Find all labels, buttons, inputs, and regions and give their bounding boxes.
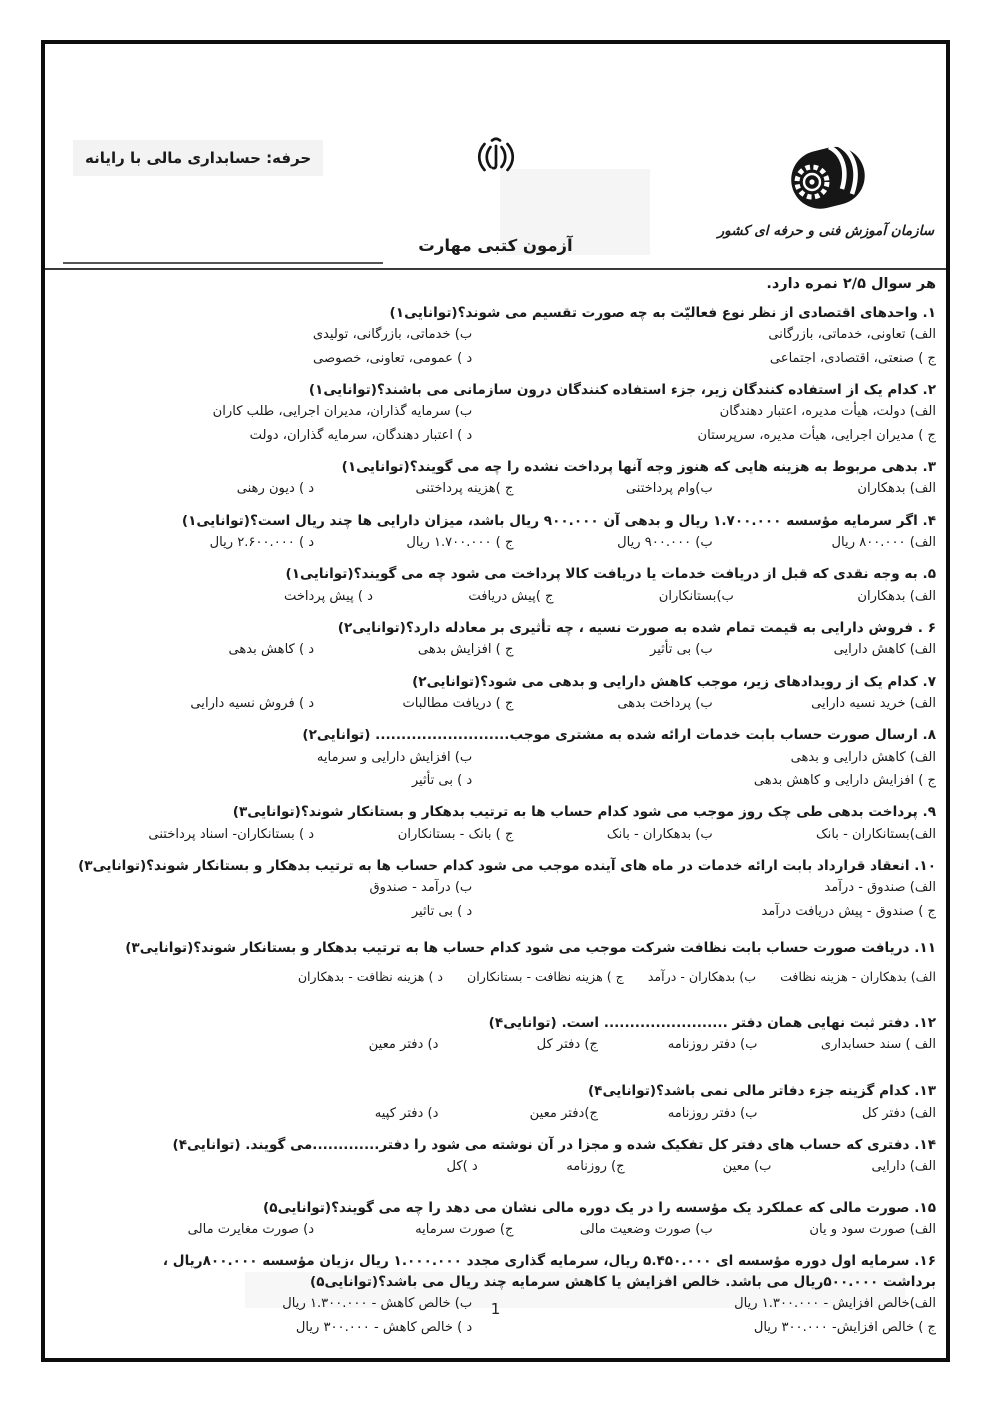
question-stem-line2: برداشت ۵۰۰.۰۰۰ریال می باشد. خالص افزایش یا کاهش سرمایه چند ریال می باشد؟(توانایی۵) (310, 1273, 936, 1290)
option-alef: الف) بدهکاران (857, 588, 936, 604)
option-dal: د ) بستانکاران- اسناد پرداختنی (148, 826, 315, 842)
option-jim: ج ) خالص افزایش- ۳۰۰.۰۰۰ ریال (753, 1319, 936, 1335)
question-stem: ۱۳. کدام گزینه جزء دفاتر مالی نمی باشد؟(توانایی۴) (587, 1083, 936, 1100)
option-dal: د ) خالص کاهش - ۳۰۰.۰۰۰ ریال (295, 1319, 473, 1335)
organization-logo-block (719, 140, 934, 239)
option-be: ب) درآمد - صندوق (369, 880, 473, 896)
option-dal: د) صورت مغایرت مالی (187, 1222, 315, 1238)
iran-emblem-icon (473, 134, 519, 180)
option-jim: ج ) بانک - بستانکاران (397, 826, 514, 842)
question-11 (61, 938, 936, 987)
option-dal: د ) دیون رهنی (236, 481, 315, 497)
profession-label: حرفه: حسابداری مالی با رایانه (73, 140, 323, 176)
option-alef: الف) دفتر کل (861, 1105, 936, 1121)
option-jim: ج ) ۱.۷۰۰.۰۰۰ ریال (406, 534, 514, 550)
question-6 (61, 618, 936, 661)
question-stem: ۱۰. انعقاد قرارداد بابت ارائه خدمات در ماه های آینده موجب می شود کدام حساب ها به ترتیب بدهکار و بستانکار شوند؟(توانایی۳) (78, 857, 936, 874)
question-4 (61, 511, 936, 554)
question-stem: ۱. واحدهای اقتصادی از نظر نوع فعالیّت به چه صورت تقسیم می شوند؟(توانایی۱) (389, 305, 936, 321)
question-stem: ۸. ارسال صورت حساب بابت خدمات ارائه شده به مشتری موجب.......................... (توانایی۲) (302, 727, 936, 744)
question-5 (61, 564, 936, 607)
option-dal: د ) پیش پرداخت (283, 588, 373, 604)
option-jim: ج ) هزینه نظافت - بستانکاران (466, 969, 624, 985)
option-jim: ج ) دریافت مطالبات (402, 695, 514, 711)
option-alef: الف) خرید نسیه دارایی (811, 695, 936, 711)
option-jim: ج ) افزایش دارایی و کاهش بدهی (753, 772, 936, 788)
option-dal: د ) ۲.۶۰۰.۰۰۰ ریال (209, 534, 315, 550)
option-dal: د ) اعتبار دهندگان، سرمایه گذاران، دولت (249, 427, 473, 443)
question-stem: ۱۲. دفتر ثبت نهایی همان دفتر ........................ است. (توانایی۴) (488, 1014, 936, 1031)
question-stem: ۹. پرداخت بدهی طی چک روز موجب می شود کدام حساب ها به ترتیب بدهکار و بستانکار شوند؟(توانایی۳) (232, 804, 936, 821)
options-row (105, 694, 936, 714)
question-2 (61, 380, 936, 446)
option-be: ب) بی تأثیر (649, 642, 713, 658)
question-3 (61, 457, 936, 500)
option-alef: الف) صورت سود و یان (809, 1222, 936, 1238)
option-be: ب) دفتر روزنامه (667, 1105, 758, 1121)
exam-title: آزمون کتبی مهارت (418, 236, 573, 255)
page-content (45, 44, 946, 1358)
option-alef: الف) بدهکاران (857, 481, 936, 497)
option-be: ب) بدهکاران - بانک (606, 826, 713, 842)
options-row (61, 878, 936, 922)
question-13 (61, 1081, 936, 1124)
page-number: 1 (490, 1300, 501, 1318)
option-be: ب) خدماتی، بازرگانی، تولیدی (312, 327, 473, 343)
option-dal: د ) بی تأثیر (411, 772, 473, 788)
organization-name: سازمان آموزش فنی و حرفه ای کشور (717, 223, 934, 239)
option-jim: ج) روزنامه (566, 1159, 625, 1175)
option-jim: ج)دفتر معین (529, 1105, 598, 1121)
question-stem: ۲. کدام یک از استفاده کنندگان زیر، جزء استفاده کنندگان درون سازمانی می باشند؟(توانایی۱) (308, 381, 936, 398)
option-dal: د ) کاهش بدهی (228, 642, 315, 658)
page-border-frame (41, 40, 950, 1362)
option-be: ب) افزایش دارایی و سرمایه (316, 749, 473, 765)
question-stem: ۳. بدهی مربوط به هزینه هایی که هنوز وجه آنها پرداخت نشده را چه می گویند؟(توانایی۱) (341, 458, 936, 475)
options-row (105, 825, 936, 845)
option-jim: ج )پیش دریافت (468, 588, 554, 604)
option-be: ب) ۹۰۰.۰۰۰ ریال (617, 534, 713, 550)
option-alef: الف) کاهش دارایی (833, 642, 936, 658)
option-alef: الف) تعاونی، خدماتی، بازرگانی (768, 327, 936, 343)
option-dal: د ) بی تاثیر (411, 903, 473, 919)
option-be: ب) دفتر روزنامه (667, 1037, 758, 1053)
option-alef: الف)بستانکاران - بانک (815, 826, 936, 842)
option-jim: ج ) افزایش بدهی (417, 642, 514, 658)
question-stem: ۷. کدام یک از رویدادهای زیر، موجب کاهش دارایی و بدهی می شود؟(توانایی۲) (412, 673, 936, 690)
option-dal: د) دفتر معین (368, 1037, 439, 1053)
header-divider-segment (63, 262, 383, 264)
question-16 (61, 1251, 936, 1337)
questions-list (45, 303, 946, 1338)
option-be: ب) پرداخت بدهی (617, 695, 713, 711)
options-row (61, 748, 936, 792)
option-jim: ج ) صنعتی، اقتصادی، اجتماعی (769, 350, 936, 366)
question-7 (61, 672, 936, 715)
question-15 (61, 1198, 936, 1241)
options-row (105, 640, 936, 660)
option-be: ب) صورت وضعیت مالی (579, 1222, 713, 1238)
option-dal: د ) فروش نسیه دارایی (190, 695, 315, 711)
options-row (61, 325, 936, 369)
option-jim: ج ) صندوق - پیش دریافت درآمد (761, 903, 936, 919)
question-stem: ۱۱. دریافت صورت حساب بابت نظافت شرکت موجب می شود کدام حساب ها به ترتیب بدهکار و بستانکار شوند؟(توانایی۳) (125, 939, 936, 956)
question-1 (61, 303, 936, 369)
option-alef: الف)خالص افزایش - ۱.۳۰۰.۰۰۰ ریال (734, 1296, 936, 1312)
score-note: هر سوال ۲/۵ نمره دارد. (766, 276, 936, 292)
option-dal: د )کل (446, 1159, 478, 1175)
option-alef: الف) دولت، هیأت مدیره، اعتبار دهندگان (719, 404, 936, 420)
option-be: ب) خالص کاهش - ۱.۳۰۰.۰۰۰ ریال (282, 1296, 473, 1312)
question-stem: ۴. اگر سرمایه مؤسسه ۱.۷۰۰.۰۰۰ ریال و بدهی آن ۹۰۰.۰۰۰ ریال باشد، میزان دارایی ها چند ریال است؟(توانایی۱) (181, 512, 936, 529)
question-10 (61, 856, 936, 922)
option-be: ب) معین (722, 1159, 772, 1175)
question-stem: ۶ . فروش دارایی به قیمت تمام شده به صورت نسیه ، چه تأثیری بر معادله دارد؟(توانایی۲) (337, 619, 936, 636)
option-be: ب)وام پرداختنی (625, 481, 713, 497)
option-jim: ج) صورت سرمایه (415, 1222, 514, 1238)
option-dal: د ) هزینه نظافت - بدهکاران (297, 969, 443, 985)
options-row (105, 479, 936, 499)
options-row (61, 967, 936, 987)
question-12 (61, 1013, 936, 1056)
options-row (271, 1104, 936, 1124)
question-stem: ۱۶. سرمایه اول دوره مؤسسه ای ۵.۴۵۰.۰۰۰ ریال، سرمایه گذاری مجدد ۱.۰۰۰.۰۰۰ ریال ،زیان مؤسسه ۸۰۰.۰۰۰ریال ، (162, 1253, 936, 1270)
options-row (105, 533, 936, 553)
options-row (184, 587, 937, 607)
option-alef: الف) دارایی (871, 1159, 936, 1175)
option-be: ب) سرمایه گذاران، مدیران اجرایی، طلب کاران (212, 404, 473, 420)
option-alef: الف) ۸۰۰.۰۰۰ ریال (831, 534, 936, 550)
option-dal: د ) عمومی، تعاونی، خصوصی (313, 350, 473, 366)
question-stem: ۵. به وجه نقدی که قبل از دریافت خدمات یا دریافت کالا پرداخت می شود چه می گویند؟(توانایی۱) (285, 566, 936, 583)
question-stem: ۱۴. دفتری که حساب های دفتر کل تفکیک شده و مجزا در آن نوشته می شود را دفتر.............می گویند. (توانایی۴) (172, 1137, 936, 1154)
question-14 (61, 1135, 936, 1178)
tvto-logo-icon (774, 201, 880, 220)
question-stem: ۱۵. صورت مالی که عملکرد یک مؤسسه را در یک دوره مالی نشان می دهد را چه می گویند؟(توانایی۵) (263, 1199, 936, 1216)
question-9 (61, 802, 936, 845)
option-be: ب) بدهکاران - درآمد (647, 969, 757, 985)
option-jim: ج) دفتر کل (536, 1037, 598, 1053)
exam-header (45, 44, 946, 270)
options-row (105, 1220, 936, 1240)
option-jim: ج ) مدیران اجرایی، هیأت مدیره، سرپرستان (697, 427, 936, 443)
options-row (271, 1035, 936, 1055)
option-alef: الف) صندوق - درآمد (824, 880, 936, 896)
option-alef: الف ) سند حسابداری (820, 1037, 936, 1053)
option-alef: الف) کاهش دارایی و بدهی (790, 749, 936, 765)
option-be: ب)بستانکاران (658, 588, 734, 604)
options-row (61, 402, 936, 446)
option-dal: د) دفتر کپیه (374, 1105, 439, 1121)
option-alef: الف) بدهکاران - هزینه نظافت (780, 969, 936, 985)
option-jim: ج )هزینه پرداختنی (415, 481, 514, 497)
options-row (324, 1157, 937, 1177)
question-8 (61, 725, 936, 791)
